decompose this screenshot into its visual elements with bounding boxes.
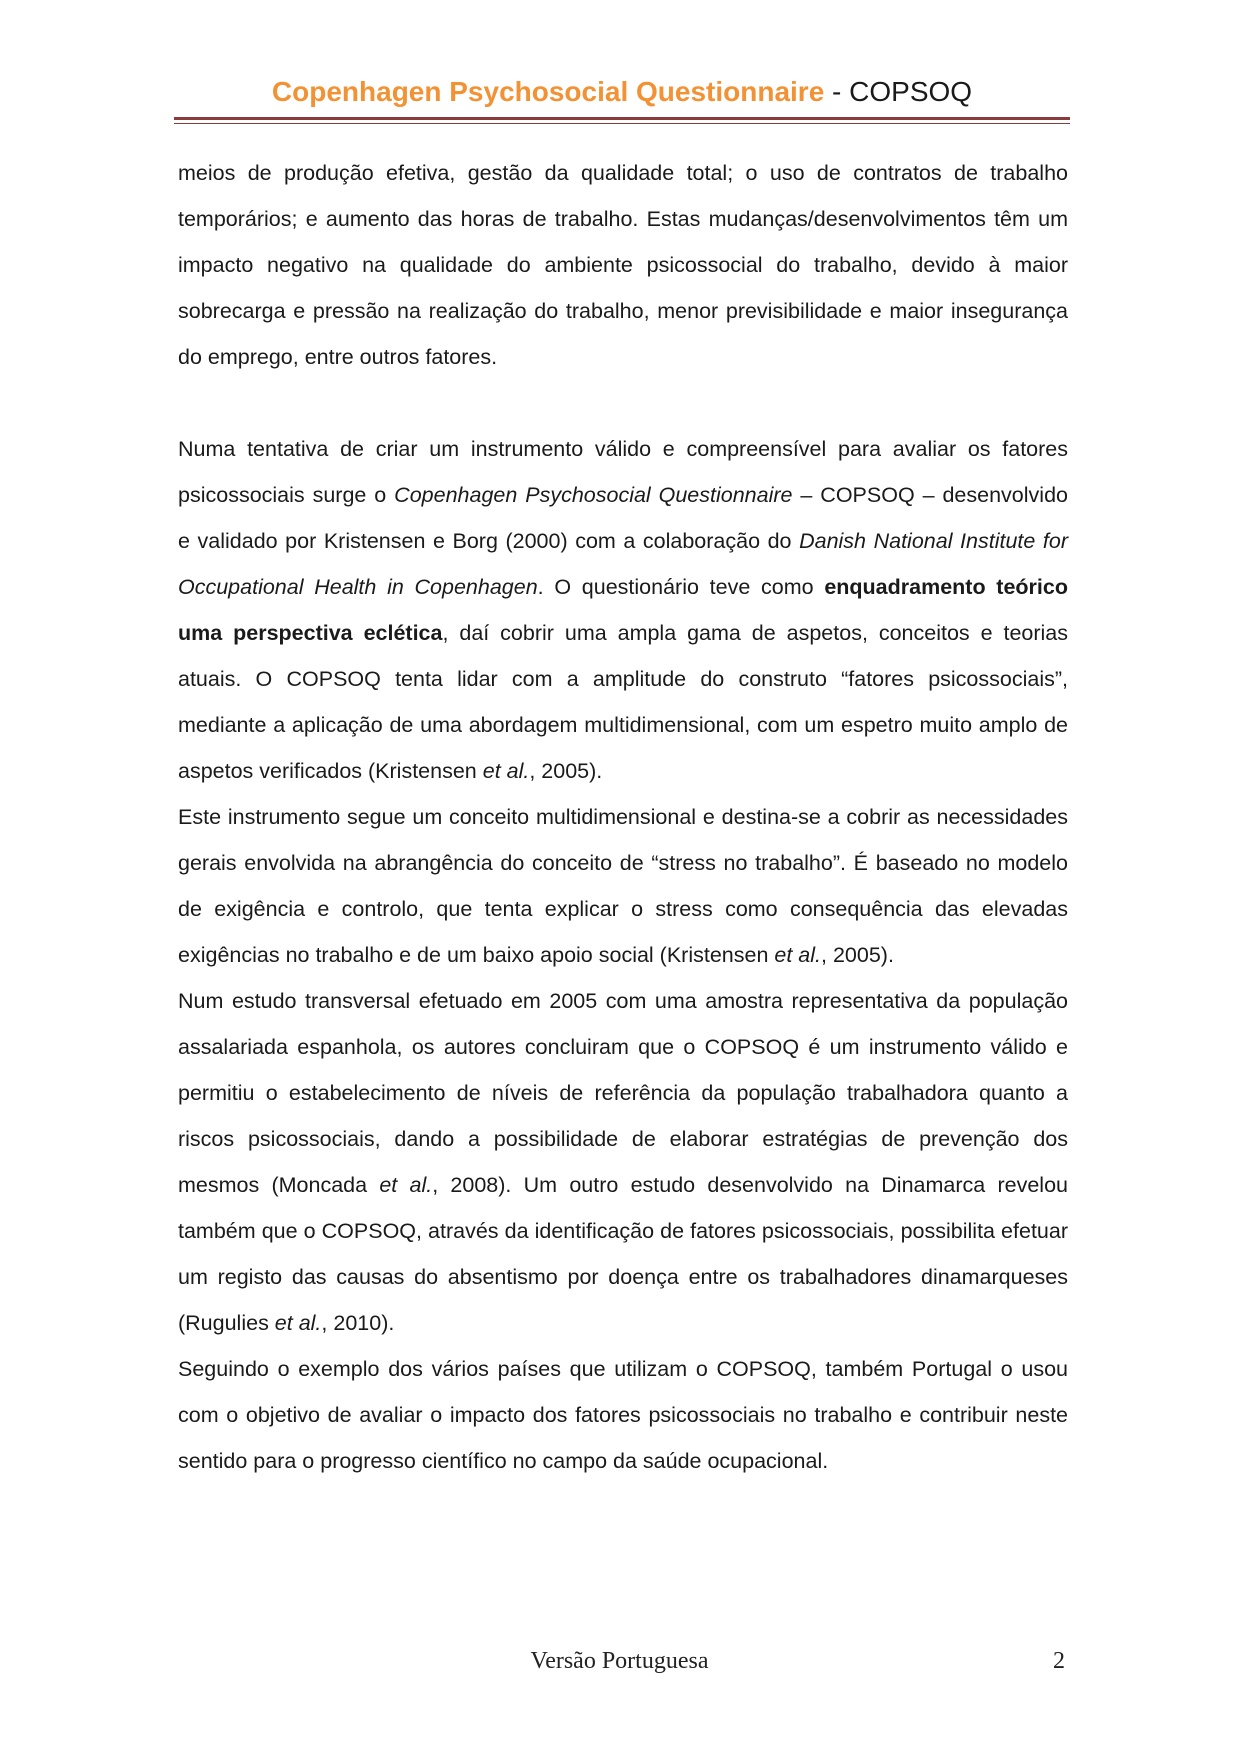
paragraph-5: Seguindo o exemplo dos vários países que utilizam o COPSOQ, também Portugal o usou com o objetivo de avaliar o impacto dos fatores psicossociais no trabalho e contribuir neste sentido para o progresso científico no campo da saúde ocupacional. xyxy=(178,1357,1068,1473)
italic-span: Danish National Institute for Occupational Health in Copenhagen xyxy=(178,529,1068,599)
text-span: , 2010). xyxy=(321,1311,395,1335)
paragraph-2 xyxy=(178,426,1068,794)
italic-span: et al. xyxy=(379,1173,433,1197)
header-title-suffix: - COPSOQ xyxy=(824,76,973,107)
text-span: , 2005). xyxy=(529,759,603,783)
text-span: , daí cobrir uma ampla gama de aspetos, conceitos e teorias atuais. O COPSOQ tenta lidar com a amplitude do construto “fatores psicossociais”, mediante a aplicação de uma abordagem multidimensional, com um espetro muito amplo de aspetos verificados (Kristensen xyxy=(178,621,1069,783)
paragraph-1: meios de produção efetiva, gestão da qualidade total; o uso de contratos de trabalho temporários; e aumento das horas de trabalho. Estas mudanças/desenvolvimentos têm um impacto negativo na qualidade do ambiente psicossocial do trabalho, devido à maior sobrecarga e pressão na realização do trabalho, menor previsibilidade e maior insegurança do emprego, entre outros fatores. xyxy=(178,161,1068,369)
text-span: – COPSOQ – desenvolvido e validado por Kristensen e Borg (2000) com a colaboração do xyxy=(178,483,1068,553)
bold-span: enquadramento teórico uma perspectiva eclética xyxy=(178,575,1068,645)
text-span: , 2005). xyxy=(821,943,894,967)
paragraph-4 xyxy=(178,978,1068,1346)
italic-span: Copenhagen Psychosocial Questionnaire xyxy=(394,483,793,507)
header-title-main: Copenhagen Psychosocial Questionnaire xyxy=(271,76,825,107)
text-span: Este instrumento segue um conceito multidimensional e destina-se a cobrir as necessidades gerais envolvida na abrangência do conceito de “stress no trabalho”. É baseado no modelo de exigência e controlo, que tenta explicar o stress como consequência das elevadas exigências no trabalho e de um baixo apoio social (Kristensen xyxy=(178,805,1068,967)
footer-label: Versão Portuguesa xyxy=(530,1648,709,1674)
header-rule-thin xyxy=(174,123,1070,124)
text-span: Numa tentativa de criar um instrumento válido e compreensível para avaliar os fatores psicossociais surge o xyxy=(178,437,1068,507)
italic-span: et al. xyxy=(774,943,822,967)
italic-span: et al. xyxy=(482,759,530,783)
page-number: 2 xyxy=(1053,1648,1065,1674)
italic-span: et al. xyxy=(274,1311,322,1335)
text-span: . O questionário teve como xyxy=(537,575,825,599)
text-span: Num estudo transversal efetuado em 2005 com uma amostra representativa da população assalariada espanhola, os autores concluiram que o COPSOQ é um instrumento válido e permitiu o estabelecimento de níveis de referência da população trabalhadora quanto a riscos psicossociais, dando a possibilidade de elaborar estratégias de prevenção dos mesmos (Moncada xyxy=(178,989,1068,1197)
body-text xyxy=(178,150,1068,1484)
paragraph-3 xyxy=(178,794,1068,978)
text-span: , 2008). Um outro estudo desenvolvido na Dinamarca revelou também que o COPSOQ, através da identificação de fatores psicossociais, possibilita efetuar um registo das causas do absentismo por doença entre os trabalhadores dinamarqueses (Rugulies xyxy=(178,1173,1068,1335)
page-header xyxy=(174,74,1070,110)
header-rule-thick xyxy=(174,117,1070,120)
